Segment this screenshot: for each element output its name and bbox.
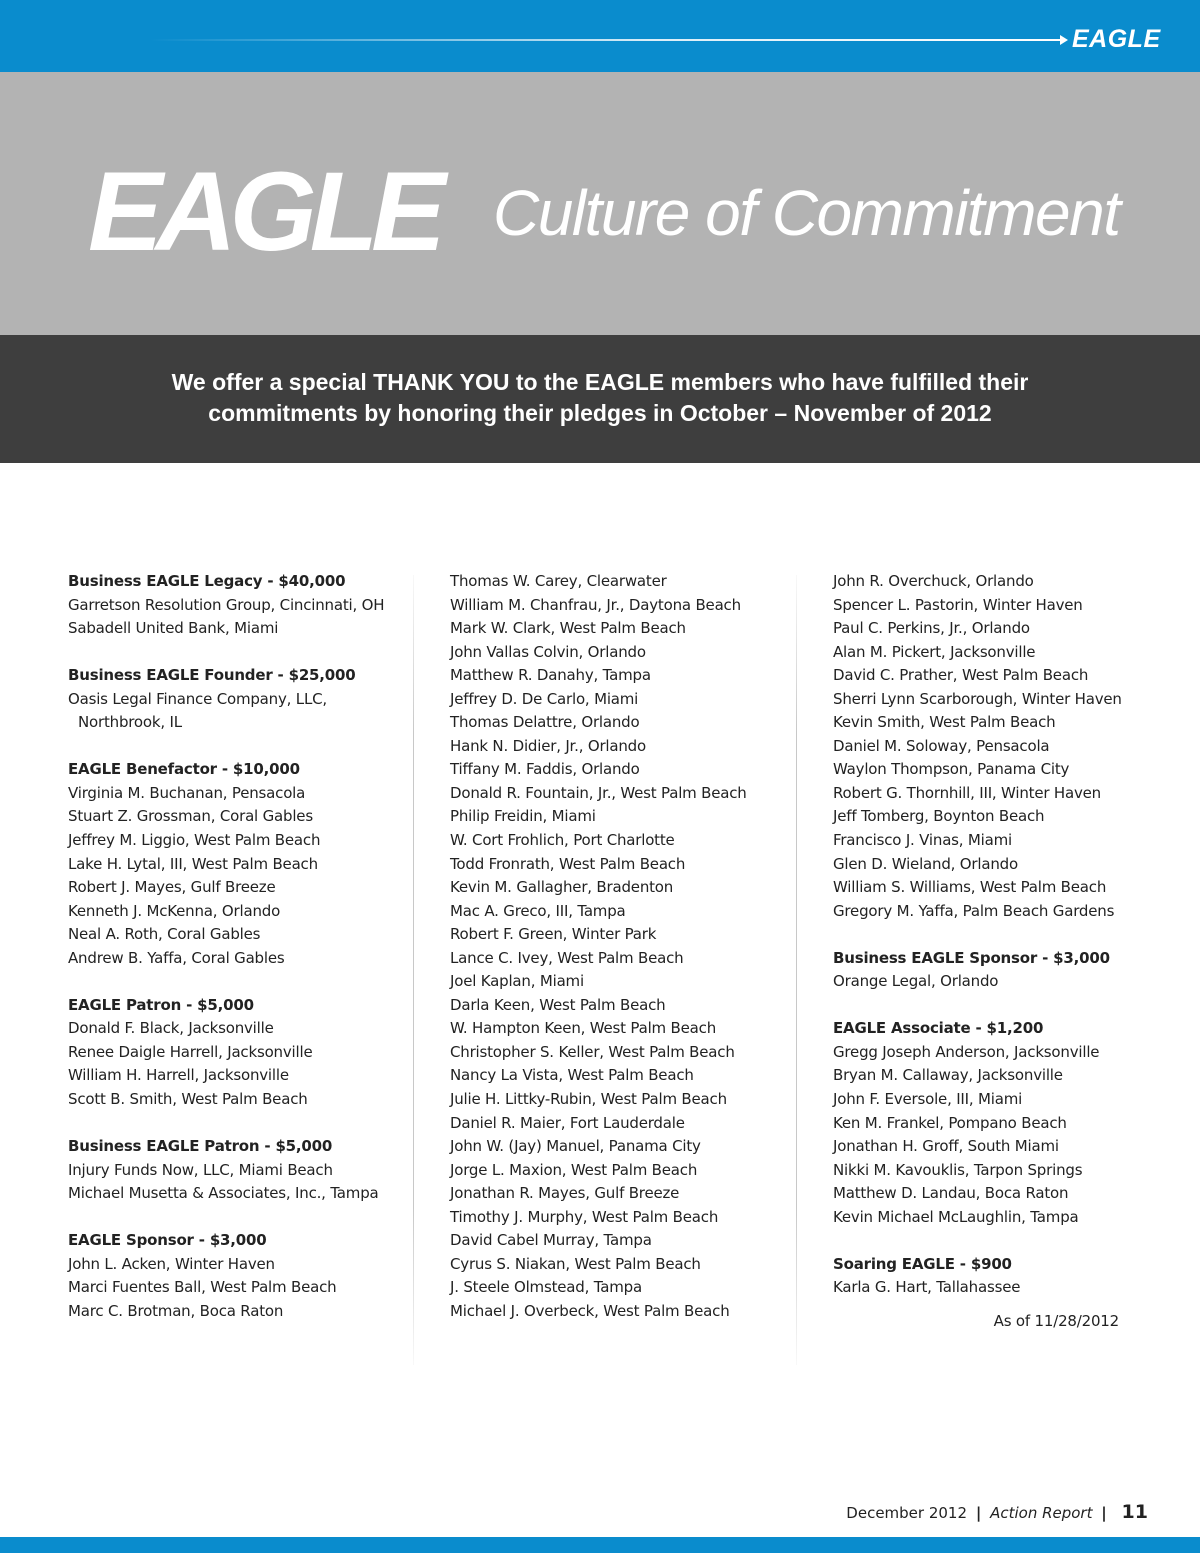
list-item: John R. Overchuck, Orlando <box>833 572 1034 590</box>
list-item: Ken M. Frankel, Pompano Beach <box>833 1113 1067 1132</box>
list-item: Timothy J. Murphy, West Palm Beach <box>450 1207 719 1226</box>
section-label: EAGLE <box>1072 25 1161 53</box>
group-heading: Business EAGLE Founder - $25,000 <box>68 666 356 685</box>
list-item: W. Cort Frohlich, Port Charlotte <box>450 831 675 850</box>
list-item: W. Hampton Keen, West Palm Beach <box>450 1019 716 1038</box>
list-item: Gregg Joseph Anderson, Jacksonville <box>833 1042 1100 1061</box>
list-item: John F. Eversole, III, Miami <box>833 1090 1023 1109</box>
list-item: Northbrook, IL <box>78 713 182 732</box>
list-item: Sherri Lynn Scarborough, Winter Haven <box>833 689 1122 708</box>
list-item: Jonathan R. Mayes, Gulf Breeze <box>450 1184 680 1203</box>
list-item: Lake H. Lytal, III, West Palm Beach <box>68 854 318 873</box>
list-item: Kenneth J. McKenna, Orlando <box>68 901 281 920</box>
hero-subtitle: Culture of Commitment <box>493 177 1120 249</box>
list-item: Jorge L. Maxion, West Palm Beach <box>450 1160 698 1179</box>
list-item: Andrew B. Yaffa, Coral Gables <box>68 948 285 967</box>
footer-separator: | <box>975 1504 982 1522</box>
list-item: Kevin Michael McLaughlin, Tampa <box>833 1207 1079 1226</box>
list-item: Virginia M. Buchanan, Pensacola <box>68 783 306 802</box>
group-heading: EAGLE Associate - $1,200 <box>833 1019 1044 1038</box>
list-item: Jeff Tomberg, Boynton Beach <box>833 807 1045 826</box>
footer-date: December 2012 <box>846 1504 968 1522</box>
list-item: Robert J. Mayes, Gulf Breeze <box>68 878 276 897</box>
group-heading: Business EAGLE Sponsor - $3,000 <box>833 948 1110 967</box>
as-of-date: As of 11/28/2012 <box>993 1311 1119 1330</box>
top-bar <box>0 0 1200 72</box>
list-item: Matthew D. Landau, Boca Raton <box>833 1184 1069 1203</box>
list-item: Alan M. Pickert, Jacksonville <box>833 642 1036 661</box>
list-item: Stuart Z. Grossman, Coral Gables <box>68 807 313 826</box>
header-rule <box>150 39 1064 41</box>
list-item: John W. (Jay) Manuel, Panama City <box>450 1137 701 1156</box>
list-item: Neal A. Roth, Coral Gables <box>68 925 261 944</box>
list-item: Darla Keen, West Palm Beach <box>450 995 666 1014</box>
group-heading: EAGLE Patron - $5,000 <box>68 995 254 1014</box>
list-item: Waylon Thompson, Panama City <box>833 760 1070 779</box>
list-item: Francisco J. Vinas, Miami <box>833 831 1013 850</box>
list-item: Marc C. Brotman, Boca Raton <box>68 1301 284 1320</box>
list-item: Glen D. Wieland, Orlando <box>833 854 1018 873</box>
list-item: Mac A. Greco, III, Tampa <box>450 901 626 920</box>
list-item: Gregory M. Yaffa, Palm Beach Gardens <box>833 901 1115 920</box>
list-item: John Vallas Colvin, Orlando <box>450 642 646 661</box>
list-item: David C. Prather, West Palm Beach <box>833 666 1089 685</box>
group-heading: EAGLE Benefactor - $10,000 <box>68 760 300 779</box>
list-item: Robert G. Thornhill, III, Winter Haven <box>833 783 1101 802</box>
footer-separator: | <box>1101 1504 1107 1522</box>
page-number: 11 <box>1121 1501 1148 1523</box>
list-item: David Cabel Murray, Tampa <box>450 1231 652 1250</box>
list-item: William H. Harrell, Jacksonville <box>68 1066 289 1085</box>
list-item: Lance C. Ivey, West Palm Beach <box>450 948 684 967</box>
list-item: Hank N. Didier, Jr., Orlando <box>450 736 646 755</box>
hero-banner <box>0 72 1200 335</box>
arrow-icon <box>1060 35 1068 45</box>
list-item: Todd Fronrath, West Palm Beach <box>450 854 686 873</box>
group-heading: Business EAGLE Legacy - $40,000 <box>68 572 346 590</box>
list-item: Jeffrey D. De Carlo, Miami <box>450 689 639 708</box>
list-item: Mark W. Clark, West Palm Beach <box>450 619 686 638</box>
list-item: Marci Fuentes Ball, West Palm Beach <box>68 1278 337 1297</box>
list-item: John L. Acken, Winter Haven <box>68 1254 275 1273</box>
thank-you-line-1: We offer a special THANK YOU to the EAGLE members who have fulfilled their <box>171 369 1029 395</box>
list-item: Michael J. Overbeck, West Palm Beach <box>450 1301 730 1320</box>
group-heading: Soaring EAGLE - $900 <box>833 1254 1012 1273</box>
list-item: Michael Musetta & Associates, Inc., Tampa <box>68 1184 379 1203</box>
list-item: Scott B. Smith, West Palm Beach <box>68 1090 308 1109</box>
list-item: Spencer L. Pastorin, Winter Haven <box>833 595 1083 614</box>
list-item: Tiffany M. Faddis, Orlando <box>450 760 640 779</box>
list-item: Julie H. Littky-Rubin, West Palm Beach <box>450 1090 727 1109</box>
list-item: Daniel M. Soloway, Pensacola <box>833 736 1050 755</box>
footer-publication: Action Report <box>990 1504 1093 1522</box>
list-item: Matthew R. Danahy, Tampa <box>450 666 651 685</box>
list-item: Orange Legal, Orlando <box>833 972 999 991</box>
list-item: Daniel R. Maier, Fort Lauderdale <box>450 1113 685 1132</box>
thank-you-message <box>60 367 1140 429</box>
thank-you-band <box>0 335 1200 463</box>
list-item: Thomas W. Carey, Clearwater <box>450 572 667 590</box>
list-item: Garretson Resolution Group, Cincinnati, OH <box>68 595 385 614</box>
group-heading: EAGLE Sponsor - $3,000 <box>68 1231 267 1250</box>
list-item: Jeffrey M. Liggio, West Palm Beach <box>68 831 321 850</box>
list-item: Renee Daigle Harrell, Jacksonville <box>68 1042 313 1061</box>
list-item: Paul C. Perkins, Jr., Orlando <box>833 619 1030 638</box>
list-item: Donald F. Black, Jacksonville <box>68 1019 274 1038</box>
list-item: Nancy La Vista, West Palm Beach <box>450 1066 694 1085</box>
bottom-bar <box>0 1537 1200 1553</box>
list-item: Donald R. Fountain, Jr., West Palm Beach <box>450 783 747 802</box>
list-item: Philip Freidin, Miami <box>450 807 596 826</box>
list-item: Nikki M. Kavouklis, Tarpon Springs <box>833 1160 1083 1179</box>
column-divider <box>796 575 797 1365</box>
hero-title: EAGLE <box>88 149 439 274</box>
list-item: Thomas Delattre, Orlando <box>450 713 640 732</box>
column-divider <box>413 575 414 1365</box>
list-item: Kevin Smith, West Palm Beach <box>833 713 1056 732</box>
page-footer <box>760 1500 1148 1525</box>
list-item: William M. Chanfrau, Jr., Daytona Beach <box>450 595 741 614</box>
list-item: Jonathan H. Groff, South Miami <box>833 1137 1059 1156</box>
list-item: William S. Williams, West Palm Beach <box>833 878 1107 897</box>
group-heading: Business EAGLE Patron - $5,000 <box>68 1137 333 1156</box>
list-item: Christopher S. Keller, West Palm Beach <box>450 1042 735 1061</box>
column-3 <box>833 570 1163 1334</box>
list-item: Karla G. Hart, Tallahassee <box>833 1278 1021 1297</box>
list-item: Robert F. Green, Winter Park <box>450 925 657 944</box>
list-item: Kevin M. Gallagher, Bradenton <box>450 878 674 897</box>
list-item: Joel Kaplan, Miami <box>450 972 584 991</box>
column-1 <box>68 570 408 1324</box>
list-item: J. Steele Olmstead, Tampa <box>450 1278 642 1297</box>
list-item: Sabadell United Bank, Miami <box>68 619 279 638</box>
list-item: Cyrus S. Niakan, West Palm Beach <box>450 1254 701 1273</box>
list-item: Oasis Legal Finance Company, LLC, <box>68 689 327 708</box>
thank-you-line-2: commitments by honoring their pledges in October – November of 2012 <box>208 400 992 426</box>
list-item: Bryan M. Callaway, Jacksonville <box>833 1066 1063 1085</box>
column-2 <box>450 570 790 1324</box>
list-item: Injury Funds Now, LLC, Miami Beach <box>68 1160 333 1179</box>
